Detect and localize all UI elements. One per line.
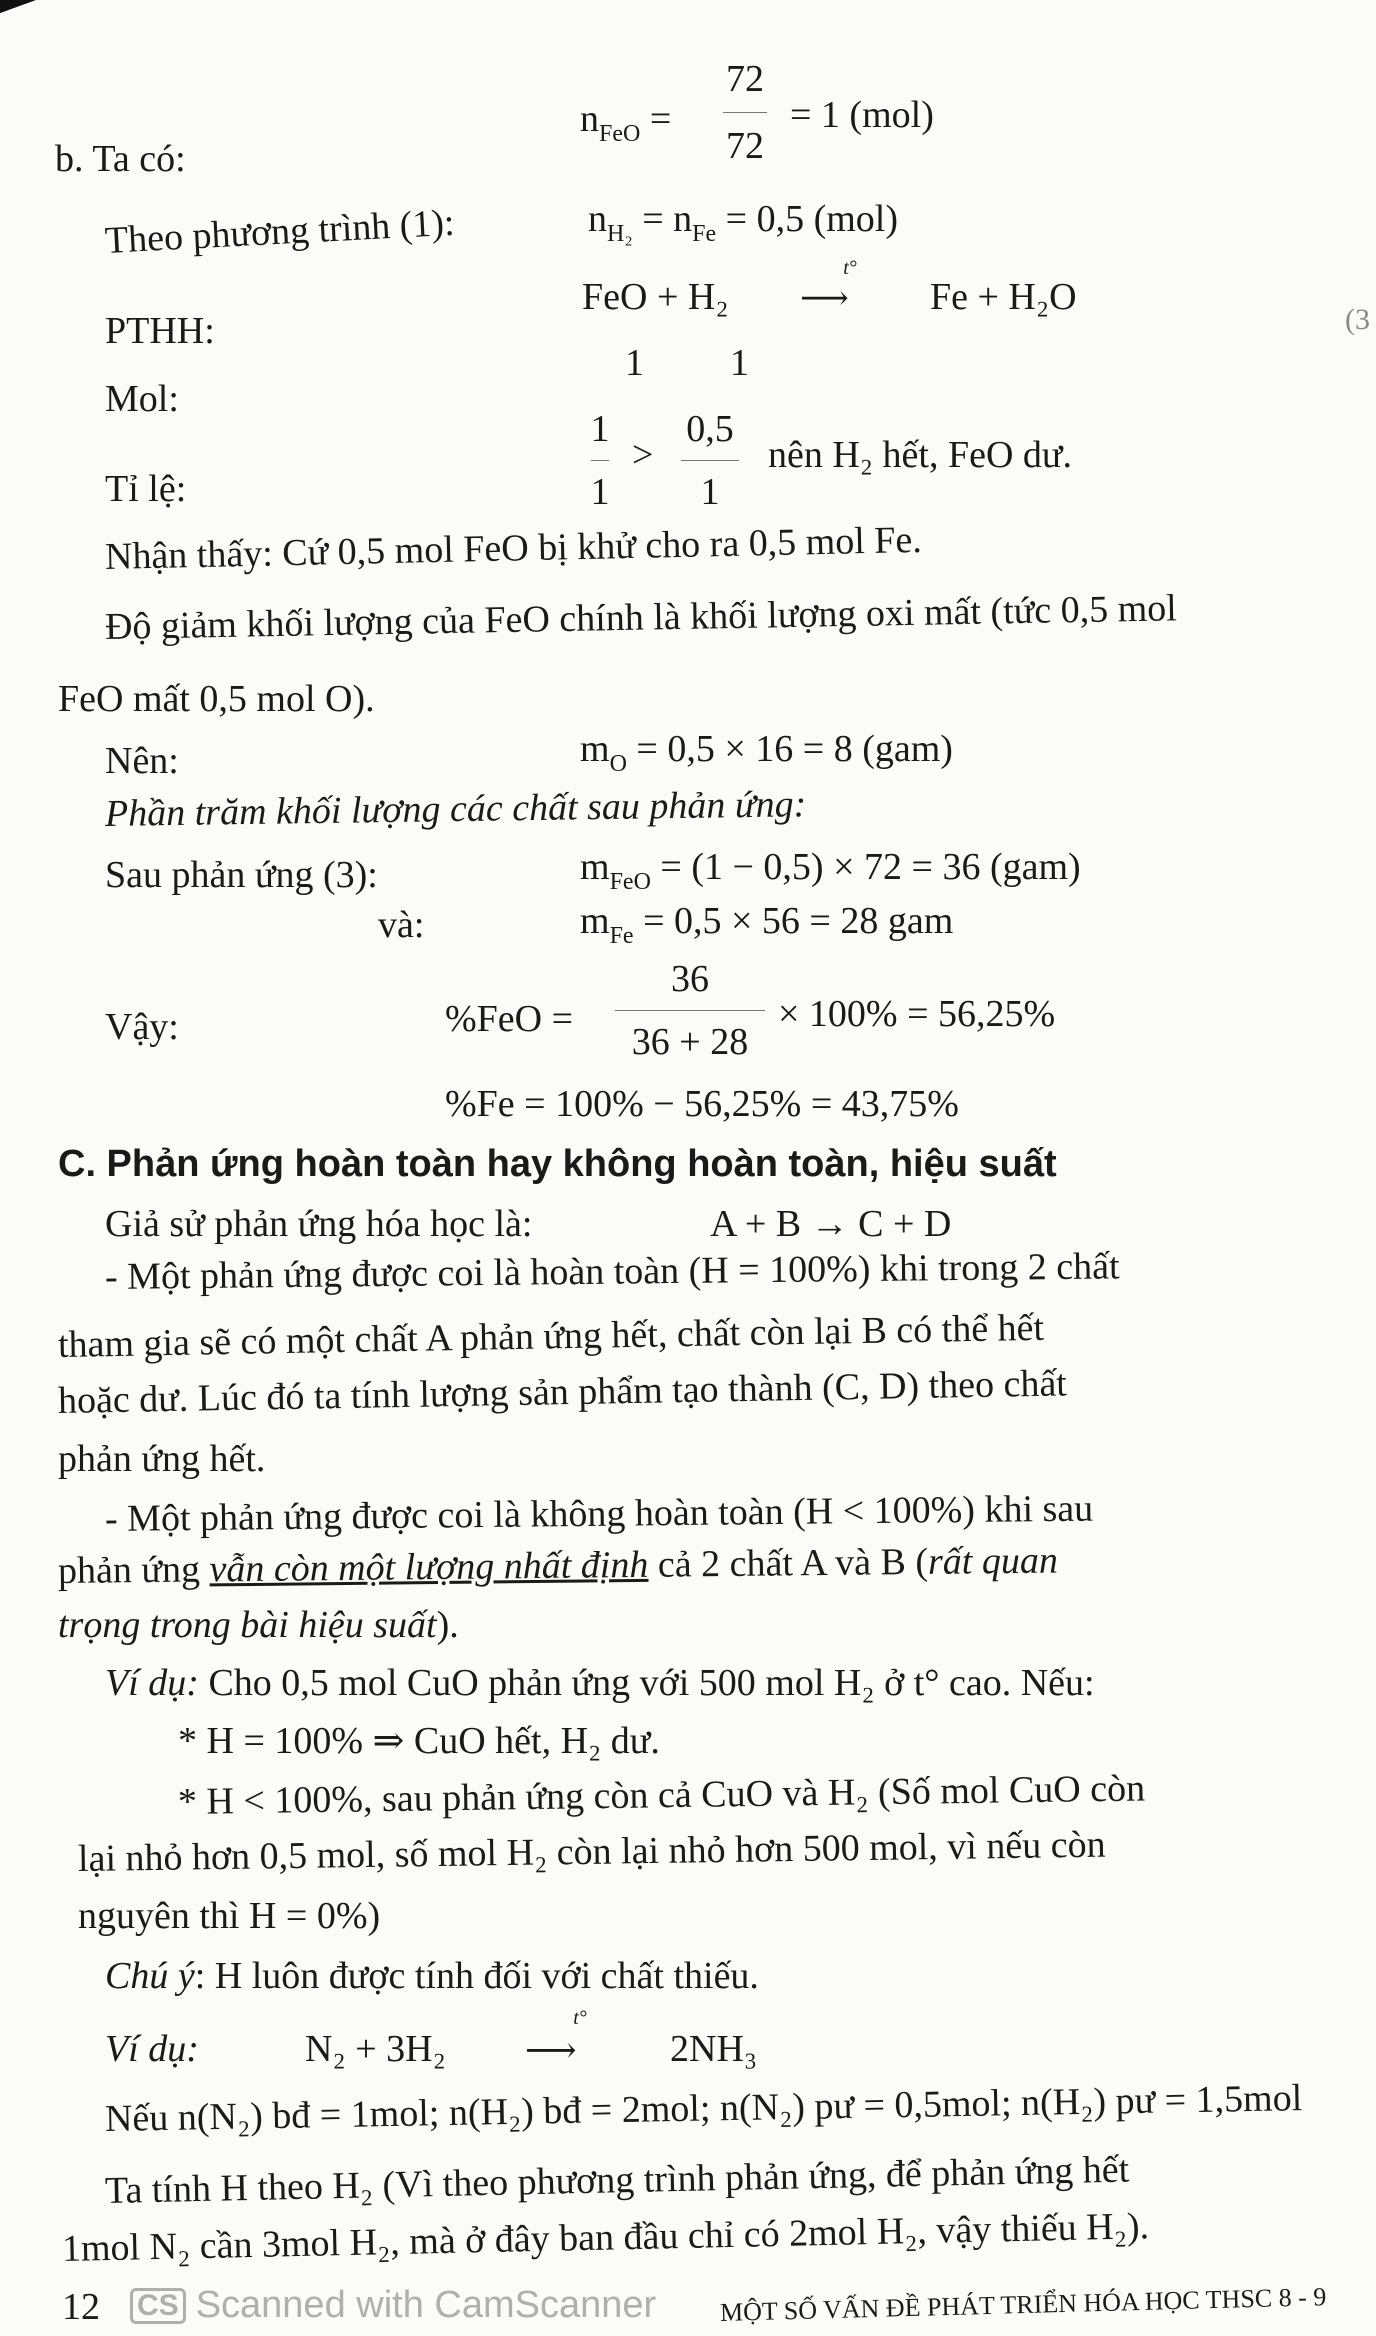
case-2-line-3: nguyên thì H = 0%) <box>78 1895 381 1937</box>
m-sub: O <box>609 751 627 777</box>
pct-feo-fraction <box>615 960 765 1061</box>
m-value: = (1 − 0,5) × 72 = 36 (gam) <box>660 846 1081 888</box>
vd1-line <box>105 1664 1095 1702</box>
vd1-text: Cho 0,5 mol CuO phản ứng với 500 mol H₂ ở t° cao. Nếu: <box>198 1662 1095 1704</box>
pthh-reactants: FeO + H₂ <box>582 276 729 318</box>
page-number: 12 <box>62 2286 100 2328</box>
fraction-bar <box>723 112 767 113</box>
ta-tinh-line-2: 1mol N₂ cần 3mol H₂, mà ở đây ban đầu chỉ có 2mol H₂, vậy thiếu H₂). <box>61 2205 1150 2270</box>
chu-y-line <box>105 1957 759 1995</box>
m-o-formula <box>580 730 953 776</box>
p2-text: ). <box>436 1604 459 1646</box>
theo-pt-label: Theo phương trình (1): <box>103 201 456 262</box>
p2-italic: rất quan <box>927 1539 1059 1583</box>
denominator: 1 <box>700 471 720 513</box>
ta-tinh-line-1: Ta tính H theo H₂ (Vì theo phương trình phản ứng, để phản ứng hết <box>104 2148 1130 2212</box>
vd2-condition: t° <box>573 2007 587 2029</box>
m-value: = 0,5 × 56 = 28 gam <box>643 900 954 942</box>
m-sub: FeO <box>609 869 651 895</box>
fraction-bar <box>681 460 739 461</box>
nen-label: Nên: <box>105 740 179 782</box>
denominator: 72 <box>726 125 764 167</box>
reaction-arrow-icon: ⟶ <box>525 2030 577 2070</box>
numerator: 1 <box>590 408 610 450</box>
p2-text: cả 2 chất A và B ( <box>648 1540 929 1586</box>
do-giam-line-1: Độ giảm khối lượng của FeO chính là khối lượng oxi mất (tức 0,5 mol <box>104 587 1178 648</box>
camscanner-watermark <box>130 2286 656 2324</box>
p2-line-2 <box>57 1539 1059 1592</box>
reaction-arrow-icon: ⟶ <box>800 280 849 317</box>
ta-co-label: b. Ta có: <box>55 138 186 180</box>
gia-su-equation: A + B → C + D <box>710 1203 952 1245</box>
ratio-conclusion: nên H₂ hết, FeO dư. <box>768 434 1073 476</box>
p1-line-1: - Một phản ứng được coi là hoàn toàn (H = 100%) khi trong 2 chất <box>104 1245 1120 1298</box>
n-feo-result: = 1 (mol) <box>790 94 934 136</box>
numerator: 72 <box>726 58 764 100</box>
scan-corner-shadow <box>0 0 54 24</box>
nhan-thay-text: Nhận thấy: Cứ 0,5 mol FeO bị khử cho ra 0,5 mol Fe. <box>104 518 923 578</box>
neu-line: Nếu n(N₂) bđ = 1mol; n(H₂) bđ = 2mol; n(N₂) pư = 0,5mol; n(H₂) pư = 1,5mol <box>104 2077 1303 2140</box>
equals: = <box>649 98 672 140</box>
m-sub: Fe <box>609 923 634 949</box>
n-sub: FeO <box>599 121 641 147</box>
vd1-label: Ví dụ: <box>105 1662 199 1704</box>
n-h2-formula <box>588 200 898 246</box>
watermark-text: Scanned with CamScanner <box>195 2284 657 2326</box>
pct-feo-rhs: × 100% = 56,25% <box>778 993 1056 1035</box>
ratio-compare: > <box>632 434 654 476</box>
m-symbol: m <box>580 900 610 942</box>
ti-le-label: Tỉ lệ: <box>105 468 187 510</box>
va-label: và: <box>378 904 425 946</box>
n-feo-formula <box>580 100 671 146</box>
fraction-bar <box>615 1010 765 1011</box>
m-symbol: m <box>580 728 610 770</box>
m-fe-formula <box>580 902 953 948</box>
vd2-reactants: N₂ + 3H₂ <box>305 2028 446 2070</box>
mol-value-feo: 1 <box>625 342 644 384</box>
vd2-products: 2NH₃ <box>670 2028 758 2070</box>
vay-label: Vậy: <box>105 1006 179 1048</box>
book-title-footer: MỘT SỐ VẤN ĐỀ PHÁT TRIỂN HÓA HỌC THSC 8 - 9 <box>719 2282 1327 2327</box>
chu-y-label: Chú ý <box>105 1955 195 1997</box>
p2-text: phản ứng <box>57 1548 210 1592</box>
chu-y-text: : H luôn được tính đối với chất thiếu. <box>194 1955 759 1997</box>
camscanner-logo-icon: CS <box>130 2288 186 2324</box>
p2-underlined: vẫn còn một lượng nhất định <box>209 1543 649 1591</box>
n-sub: H₂ <box>607 221 633 247</box>
pthh-products: Fe + H₂O <box>930 276 1077 318</box>
denominator: 36 + 28 <box>631 1021 749 1063</box>
section-c-heading: C. Phản ứng hoàn toàn hay không hoàn toàn, hiệu suất <box>58 1143 1057 1185</box>
numerator: 0,5 <box>686 408 734 450</box>
numerator: 36 <box>671 958 709 1000</box>
ratio-fraction-2 <box>675 410 745 511</box>
mol-value-h2: 1 <box>730 342 749 384</box>
m-value: = 0,5 × 16 = 8 (gam) <box>636 728 953 770</box>
fraction-bar <box>591 460 609 461</box>
ratio-fraction-1 <box>585 410 615 511</box>
m-symbol: m <box>580 846 610 888</box>
p1-line-2: tham gia sẽ có một chất A phản ứng hết, chất còn lại B có thể hết <box>57 1306 1045 1366</box>
p1-line-3: hoặc dư. Lúc đó ta tính lượng sản phẩm tạo thành (C, D) theo chất <box>57 1362 1068 1422</box>
p2-line-1: - Một phản ứng được coi là không hoàn toàn (H < 100%) khi sau <box>104 1487 1094 1540</box>
n-value: = 0,5 (mol) <box>725 198 898 240</box>
pthh-label: PTHH: <box>105 310 215 352</box>
equation-number: (3 <box>1345 303 1370 336</box>
n-symbol: n <box>588 198 607 240</box>
pthh-condition: t° <box>843 257 857 279</box>
m-feo-formula <box>580 848 1081 894</box>
pct-fe: %Fe = 100% − 56,25% = 43,75% <box>445 1083 959 1125</box>
p1-line-4: phản ứng hết. <box>58 1438 266 1480</box>
p2-italic: trọng trong bài hiệu suất <box>58 1604 437 1646</box>
denominator: 1 <box>590 471 610 513</box>
do-giam-line-2: FeO mất 0,5 mol O). <box>58 678 375 720</box>
p2-line-3 <box>58 1606 459 1644</box>
gia-su-text: Giả sử phản ứng hóa học là: <box>105 1203 533 1245</box>
case-1: * H = 100% ⇒ CuO hết, H₂ dư. <box>178 1720 660 1762</box>
case-2-line-2: lại nhỏ hơn 0,5 mol, số mol H₂ còn lại nhỏ hơn 500 mol, vì nếu còn <box>77 1823 1106 1880</box>
sau-pu-label: Sau phản ứng (3): <box>105 854 378 896</box>
n-symbol: n <box>580 98 599 140</box>
pct-feo-lhs: %FeO = <box>445 998 574 1040</box>
n-fe-sub: Fe <box>692 221 717 247</box>
case-2-line-1: * H < 100%, sau phản ứng còn cả CuO và H₂ (Số mol CuO còn <box>177 1767 1146 1823</box>
n-feo-fraction <box>715 60 775 165</box>
vd2-label: Ví dụ: <box>105 2028 199 2070</box>
mol-label: Mol: <box>105 378 179 420</box>
phan-tram-heading: Phần trăm khối lượng các chất sau phản ứng: <box>104 783 807 835</box>
n-rest: = n <box>642 198 693 240</box>
